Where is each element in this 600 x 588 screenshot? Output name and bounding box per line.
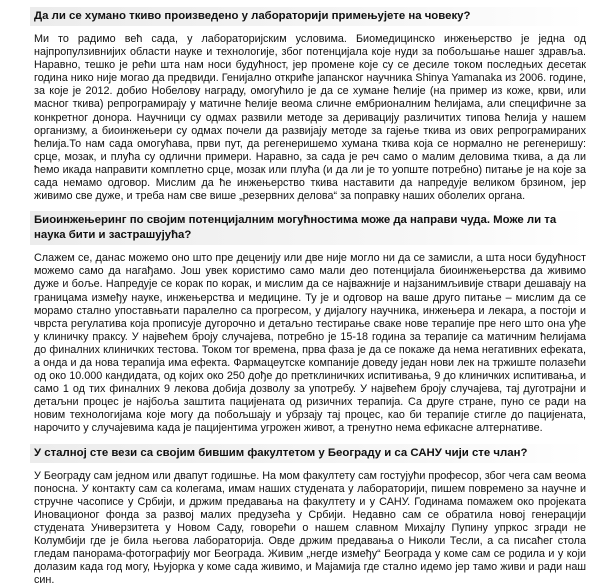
answer-paragraph-1: Ми то радимо већ сада, у лабораторијским условима. Биомедицинско инжењерство је једна од најпропулзивнијих области науке и технологије, због потенцијала које нуди за побољшање нашег здравља. Наравно, тешко је рећи шта нам носи будућност, јер промене које су се десиле током последњих десетак година нико није могао да предвиди. Генијално откриће јапанског научника Shinya Yamanaka из 2006. године, за које је 2012. добио Нобелову награду, омогућило је да се хумане ћелије (на пример из коже, крви, или масног ткива) репрограмирају у матичне ћелије веома сличне ембрионалним ћелијама, али специфичне за конкретног донора. Научници су одмах развили методе за деривацију различитих типова ћелија у нашем организму, а биоинжењери су одмах почели да развијају методе за гајење ткива из ових репрограмираних ћелија.То нам сада омогућава, први пут, да регенеришемо хумана ткива која се нормално не регенеришу: срце, мозак, и плућа су одлични примери. Наравно, за сада је реч само о малим деловима ткива, а да ли ћемо икада направити комплетно срце, мозак или плућа (и да ли је то уопште потребно) питање је на које за сада немамо одговор. Мислим да ће инжењерство ткива наставити да напредује великом брзином, јер живимо све дуже, и треба нам све више „резервних делова“ за поправку наших оболелих органа. — [34, 33, 586, 203]
question-heading-3: У сталној сте вези са својим бившим факултетом у Београду и са САНУ чији сте члан? — [30, 444, 586, 463]
question-heading-1: Да ли се хумано ткиво произведено у лабораторији примењујете на човеку? — [30, 7, 586, 26]
answer-paragraph-3: У Београду сам једном или двапут годишње. На мом факултету сам гостујући професор, због чега сам веома поносна. У контакту сам са колегама, имам наших студената у лабораторији, пишем повремено за научне и стручне часописе у Србији, и држим предавања на факултету и у САНУ. Годинама помажем око пројеката Иновационог фонда за развој малих предузећа у Србији. Недавно сам се обратила новој генерацији студената Универзитета у Новом Саду, говорећи о нашем славном Михајлу Пупину упркос згради не Колумбији где је била његова лабораторија. Овде држим предавања о Николи Тесли, а са писаћег стола гледам панорама-фотографију мог Београда. Живим „негде између“ Београда у коме сам се родила и у који долазим када год могу, Њујорка у коме сада живимо, и Мајамија где стално идемо јер тамо живи и ради наш син. — [34, 469, 586, 587]
answer-paragraph-2: Слажем се, данас можемо оно што пре деценију или две није могло ни да се замисли, а шта носи будућност можемо само да нагађамо. Још увек користимо само мали део потенцијала биоинжењерства да живимо дуже и боље. Напредује се корак по корак, и мислим да се најважније и најзанимљивије ствари дешавају на границама између науке, инжењерства и медицине. Ту је и одговор на ваше друго питање – мислим да се морамо стално упоставњати паралелно са прогресом, у дијалогу научника, инжењера и лекара, а постоји и чврста регулатива која прописује дугорочно и детаљно тестирање сваке нове терапије пре него што она уђе у клиничку праксу. У највећем броју случајева, потребно је 15-18 година за терапије са матичним ћелијама до финалних клиничких тестова. Током тог времена, прва фаза је да се покаже да нема негативних ефеката, а онда и да нова терапија има ефекта. Фармацеутске компаније доведу један нови лек на тржиште полазећи од око 10.000 кандидата, од којих око 250 дође до претклиничких испитивања, 9 до клиничких испитивања, и само 1 од тих финалних 9 лекова добија дозволу за употребу. У највећем броју случајева, тај дуготрајни и детаљни процес је најбоља заштита пацијената од ризичних терапија. Са друге стране, пуно се ради на новим технологијама које могу да побољшају и убрзају тај процес, као би терапије стигле до пацијената, нарочито у случајевима када је пацијентима угрожен живот, а тренутно нема ефикасне алтернативе. — [34, 252, 586, 435]
question-heading-2: Биоинжењеринг по својим потенцијалним могућностима може да направи чуда. Може ли та наука бити и застрашујућа? — [30, 211, 586, 245]
